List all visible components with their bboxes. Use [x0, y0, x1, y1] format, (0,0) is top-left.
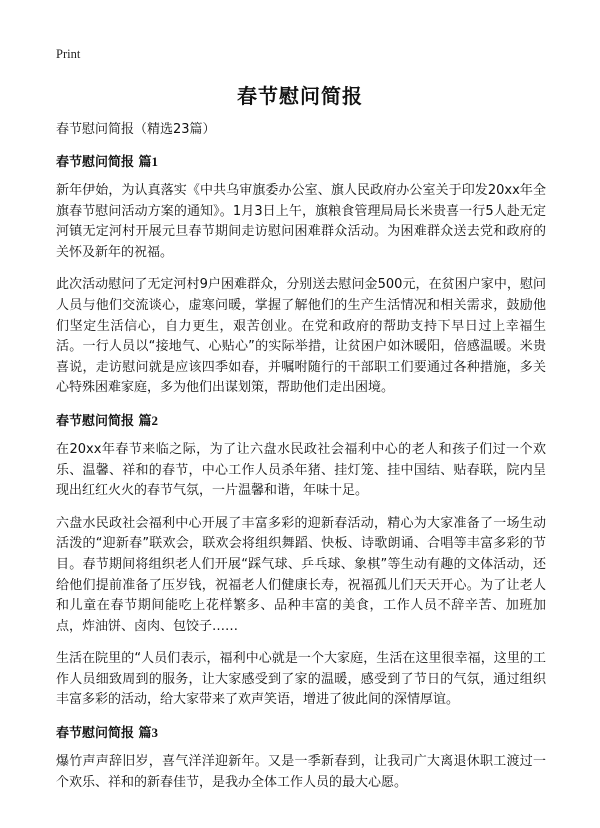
document-subtitle: 春节慰问简报（精选23篇）	[56, 122, 216, 137]
paragraph: 新年伊始，为认真落实《中共乌审旗委办公室、旗人民政府办公室关于印发20xx年全旗春节慰问活动方案的通知》。1月3日上午，旗粮食管理局局长米贵喜一行5人赴无定河镇无定河村开展元旦春节期间走访慰问困难群众活动。为困难群众送去党和政府的关怀及新年的祝福。	[56, 183, 546, 260]
paragraph: 此次活动慰问了无定河村9户困难群众，分别送去慰问金500元，在贫困户家中，慰问人员与他们交流谈心，虚寒问暖，掌握了解他们的生产生活情况和相关需求，鼓励他们坚定生活信心，自力更生，艰苦创业。在党和政府的帮助支持下早日过上幸福生活。一行人员以“接地气、心贴心”的实际举措，让贫困户如沐暖阳，倍感温暖。米贵喜说，走访慰问就是应该四季如春，并嘱咐随行的干部职工们要通过各种措施，多关心特殊困难家庭，多为他们出谋划策，帮助他们走出困境。	[56, 277, 546, 396]
section-heading	[56, 411, 546, 432]
section-number: 篇1	[138, 154, 159, 169]
section-heading	[56, 723, 546, 744]
section-2	[56, 411, 546, 711]
paragraph: 六盘水民政社会福利中心开展了丰富多彩的迎新春活动，精心为大家准备了一场生动活泼的“迎新春”联欢会，联欢会将组织舞蹈、快板、诗歌朗诵、合唱等丰富多彩的节目。春节期间将组织老人们开展“踩气球、乒乓球、象棋”等生动有趣的文体活动，还给他们提前准备了压岁钱，祝福老人们健康长寿，祝福孤儿们天天开心。为了让老人和儿童在春节期间能吃上花样繁多、品种丰富的美食，工作人员不辞辛苦、加班加点，炸油饼、卤肉、包饺子……	[56, 515, 546, 634]
section-1	[56, 152, 546, 399]
section-heading-text: 春节慰问简报	[56, 726, 135, 742]
document-title: 春节慰问简报	[237, 84, 363, 108]
paragraph: 在20xx年春节来临之际，为了让六盘水民政社会福利中心的老人和孩子们过一个欢乐、温馨、祥和的春节，中心工作人员杀年猪、挂灯笼、挂中国结、贴春联，院内呈现出红红火火的春节气氛，一片温馨和谐，年味十足。	[56, 441, 546, 499]
section-number: 篇2	[138, 412, 159, 428]
section-heading-text: 春节慰问简报	[56, 155, 135, 170]
section-heading	[56, 152, 546, 173]
section-number: 篇3	[138, 725, 159, 741]
document-body	[56, 120, 546, 805]
paragraph: 生活在院里的“人员们表示，福利中心就是一个大家庭，生活在这里很幸福，这里的工作人员细致周到的服务，让大家感受到了家的温暖，感受到了节日的气氛，通过组织丰富多彩的活动，给大家带来了欢声笑语，增进了彼此间的深情厚谊。	[56, 651, 546, 708]
print-link[interactable]: Print	[56, 47, 81, 61]
section-3	[56, 723, 546, 793]
section-heading-text: 春节慰问简报	[56, 413, 135, 429]
paragraph: 爆竹声声辞旧岁，喜气洋洋迎新年。又是一季新春到，让我司广大离退休职工渡过一个欢乐、祥和的新春佳节，是我办全体工作人员的最大心愿。	[56, 754, 546, 790]
